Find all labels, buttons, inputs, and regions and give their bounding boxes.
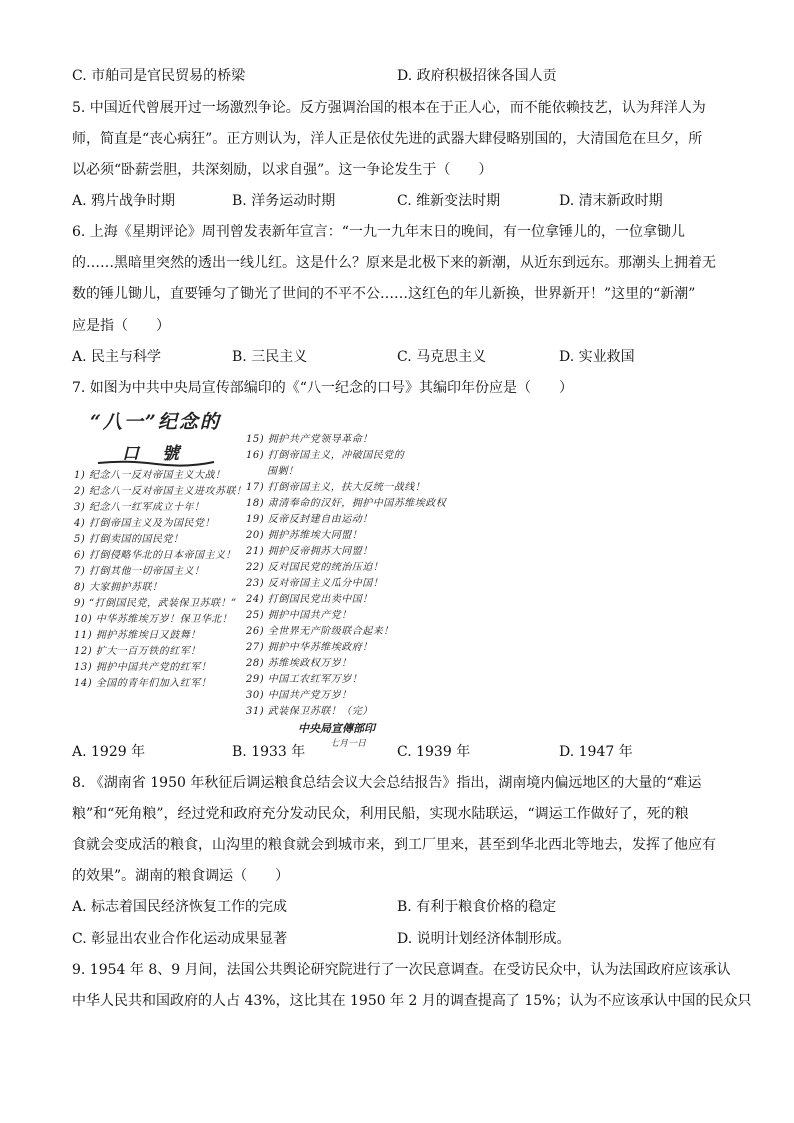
q7-slogan-right: 30) 中国共产党万岁！: [246, 690, 352, 701]
q7-slogan-right: 18) 肃清奉命的汉奸，拥护中国苏维埃政权: [246, 498, 447, 509]
q7-slogan-right: 29) 中国工农红军万岁！: [246, 674, 363, 685]
q7-option-b: B. 1933 年: [232, 744, 306, 760]
q7-slogan-left: 13) 拥护中国共产党的红军！: [74, 662, 212, 673]
q6-option-d: D. 实业救国: [559, 349, 635, 365]
q6-option-a: A. 民主与科学: [72, 349, 162, 365]
q8-line-4: 的效果”。湖南的粮食调运（ ）: [72, 868, 290, 884]
q7-slogan-left: 3) 纪念八一红军成立十年！: [74, 502, 205, 513]
q7-slogan-left: 2) 纪念八一反对帝国主义进攻苏联！: [74, 486, 247, 497]
q7-option-c: C. 1939 年: [397, 744, 471, 760]
q8-option-a: A. 标志着国民经济恢复工作的完成: [72, 899, 288, 915]
q8-option-c: C. 彰显出农业合作化运动成果显著: [72, 931, 288, 947]
q7-slogan-left: 1) 纪念八一反对帝国主义大战！: [74, 470, 226, 481]
q7-slogan-left: 5) 打倒卖国的国民党！: [74, 534, 184, 545]
q9-line-1: 9. 1954 年 8、9 月间，法国公共舆论研究院进行了一次民意调查。在受访民众中，认为法国政府应该承认: [72, 962, 731, 978]
q5-line-2: 师，简直是“丧心病狂”。正方则认为，洋人正是依仗先进的武器大肆侵略别国的，大清国危在旦夕，所: [72, 131, 703, 147]
q7-slogan-right: 23) 反对帝国主义瓜分中国！: [246, 578, 384, 589]
q8-line-3: 食就会变成活的粮食，山沟里的粮食就会到城市来，到工厂里来，甚至到华北西北等地去，发挥了他应有: [72, 837, 716, 853]
q7-slogan-right: 22) 反对国民党的统治压迫！: [246, 562, 384, 573]
q6-option-b: B. 三民主义: [232, 349, 308, 365]
q6-line-3: 数的锤儿锄儿，直要锤匀了锄光了世间的不平不公……这红色的年儿新换，世界新开！”这里的“新潮”: [72, 286, 696, 302]
q5-line-1: 5. 中国近代曾展开过一场激烈争论。反方强调治国的根本在于正人心，而不能依赖技艺，认为拜洋人为: [72, 100, 706, 116]
q7-slogan-right: 15) 拥护共产党领导革命！: [246, 434, 373, 445]
q7-option-d: D. 1947 年: [559, 744, 633, 760]
q7-slogan-left: 9) “打倒国民党，武装保卫苏联！”: [74, 598, 237, 609]
q5-option-a: A. 鸦片战争时期: [72, 193, 176, 209]
q7-slogan-left: 7) 打倒其他一切帝国主义！: [74, 566, 205, 577]
q7-slogan-right: 20) 拥护苏维埃大同盟！: [246, 530, 363, 541]
q8-option-b: B. 有利于粮食价格的稳定: [397, 899, 557, 915]
q5-option-b: B. 洋务运动时期: [232, 193, 336, 209]
q6-option-c: C. 马克思主义: [397, 349, 487, 365]
q8-option-d: D. 说明计划经济体制形成。: [397, 931, 571, 947]
q7-slogan-right: 19) 反帝反封建自由运动！: [246, 514, 373, 525]
q7-slogan-left: 11) 拥护苏维埃日又鼓舞！: [74, 630, 201, 641]
q7-slogan-right: 围剿！: [246, 466, 299, 477]
q7-image-title-1: “八一”纪念的: [90, 411, 221, 433]
q7-slogan-right: 28) 苏维埃政权万岁！: [246, 658, 352, 669]
q7-slogan-right: 26) 全世界无产阶级联合起来！: [246, 626, 394, 637]
q5-option-c: C. 维新变法时期: [397, 193, 501, 209]
q7-slogan-left: 14) 全国的青年们加入红军！: [74, 678, 212, 689]
q7-slogan-right: 21) 拥护反帝拥苏大同盟！: [246, 546, 373, 557]
q7-slogan-left: 4) 打倒帝国主义及为国民党！: [74, 518, 215, 529]
q4-option-c: C. 市舶司是官民贸易的桥梁: [72, 68, 246, 84]
q7-slogan-right: 16) 打倒帝国主义，冲破国民党的: [246, 450, 405, 461]
q7-slogan-right: 17) 打倒帝国主义，扶大反统一战线！: [246, 482, 426, 493]
q5-line-3: 以必须“卧薪尝胆，共深刻励，以求自强”。这一争论发生于（ ）: [72, 162, 493, 178]
q7-slogan-right: 31) 武装保卫苏联！（完）: [246, 706, 373, 717]
q7-slogan-right: 24) 打倒国民党出卖中国！: [246, 594, 373, 605]
q7-image-date: 七月一日: [330, 739, 367, 749]
q7-image-title-2: 口 號: [122, 444, 182, 464]
q8-line-1: 8. 《湖南省 1950 年秋征后调运粮食总结会议大会总结报告》指出，湖南境内偏远地区的大量的“难运: [72, 775, 702, 791]
q7-slogan-left: 12) 扩大一百万铁的红军！: [74, 646, 201, 657]
q7-slogan-left: 6) 打倒侵略华北的日本帝国主义！: [74, 550, 236, 561]
q7-slogan-left: 8) 大家拥护苏联！: [74, 582, 163, 593]
q8-line-2: 粮”和“死角粮”，经过党和政府充分发动民众，利用民船，实现水陆联运，“调运工作做好了，死的粮: [72, 806, 689, 822]
q7-image-signature: 中央局宣傳部印: [298, 722, 375, 735]
q7-line: 7. 如图为中共中央局宣传部编印的《“八一纪念的口号》其编印年份应是（ ）: [72, 380, 573, 396]
q6-line-2: 的……黑暗里突然的透出一线儿红。这是什么？原来是北极下来的新潮，从近东到远东。那潮头上拥着无: [72, 255, 716, 271]
q7-slogan-left: 10) 中华苏维埃万岁！保卫华北！: [74, 614, 233, 625]
q4-option-d: D. 政府积极招徕各国人贡: [397, 68, 557, 84]
q7-slogan-right: 25) 拥护中国共产党！: [246, 610, 352, 621]
q7-option-a: A. 1929 年: [72, 744, 146, 760]
q6-line-1: 6. 上海《星期评论》周刊曾发表新年宣言：“一九一九年末日的晚间，有一位拿锤儿的，一位拿锄儿: [72, 224, 685, 240]
q9-line-2: 中华人民共和国政府的人占 43%，这比其在 1950 年 2 月的调查提高了 15%；认为不应该承认中国的民众只: [72, 993, 752, 1009]
q7-slogan-right: 27) 拥护中华苏维埃政府！: [246, 642, 373, 653]
q6-line-4: 应是指（ ）: [72, 318, 170, 334]
q5-option-d: D. 清末新政时期: [559, 193, 663, 209]
